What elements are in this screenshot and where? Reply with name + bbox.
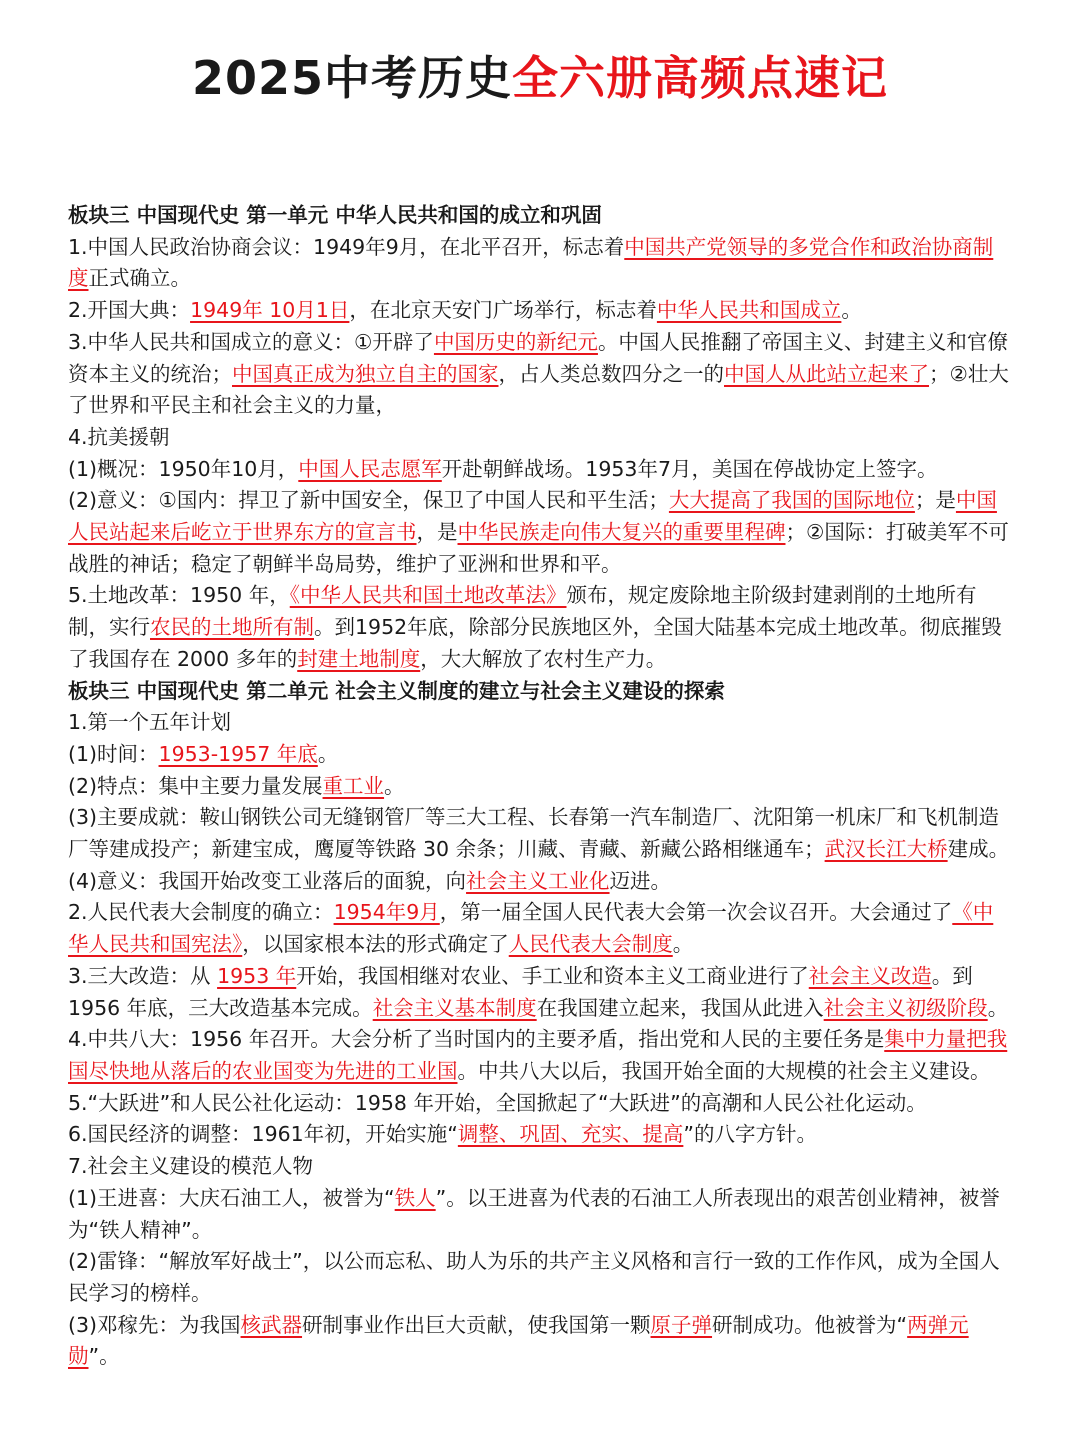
- highlighted-term: 两弹元勋: [68, 1312, 969, 1369]
- text-segment: 4.抗美援朝: [68, 424, 170, 449]
- paragraph: [68, 295, 1012, 327]
- text-segment: 。: [987, 995, 1009, 1020]
- text-segment: 3.三大改造：从: [68, 963, 218, 988]
- text-segment: ”。: [88, 1344, 120, 1369]
- text-segment: 。中国人民推翻了帝国主义、封建主义和官僚资本主义的统治；: [68, 329, 1008, 386]
- paragraph: [68, 1310, 1012, 1373]
- paragraph: [68, 771, 1012, 803]
- paragraph: [68, 327, 1012, 422]
- text-segment: 7.社会主义建设的模范人物: [68, 1154, 314, 1179]
- highlighted-term: 集中力量把我国尽快地从落后的农业国变为先进的工业国: [68, 1027, 1008, 1083]
- title-black: 2025中考历史: [191, 51, 513, 105]
- highlighted-term: 社会主义工业化: [466, 868, 610, 893]
- text-segment: ，第一届全国人民代表大会第一次会议召开。大会通过了: [439, 900, 953, 925]
- text-segment: 。: [672, 932, 694, 957]
- text-segment: 1.中国人民政治协商会议：1949年9月，在北平召开，标志着: [68, 234, 625, 259]
- text-segment: (1)时间：: [68, 741, 159, 766]
- paragraph: [68, 1119, 1012, 1151]
- highlighted-term: 社会主义初级阶段: [823, 995, 988, 1020]
- paragraph: [68, 580, 1012, 675]
- text-segment: 。中共八大以后，我国开始全面的大规模的社会主义建设。: [457, 1058, 991, 1083]
- text-segment: 颁布，规定废除地主阶级封建剥削的土地所有制，实行: [68, 583, 977, 640]
- highlighted-term: 大大提高了我国的国际地位: [668, 488, 915, 513]
- text-segment: 4.中共八大：1956 年召开。大会分析了当时国内的主要矛盾，指出党和人民的主要任务是: [68, 1027, 885, 1052]
- text-segment: ，占人类总数四分之一的: [498, 361, 724, 386]
- text-segment: (1)王进喜：大庆石油工人，被誉为“: [68, 1185, 395, 1210]
- text-segment: (1)概况：1950年10月，: [68, 456, 299, 481]
- document-body: [68, 200, 1012, 1373]
- text-segment: ；②国际：打破美军不可战胜的神话；稳定了朝鲜半岛局势，维护了亚洲和世界和平。: [68, 520, 1009, 576]
- highlighted-term: 武汉长江大桥: [824, 837, 948, 862]
- highlighted-term: 中国共产党领导的多党合作和政治协商制度: [68, 234, 994, 291]
- paragraph: [68, 961, 1012, 1024]
- paragraph: [68, 1024, 1012, 1087]
- highlighted-term: 中国人民站起来后屹立于世界东方的宣言书: [68, 488, 997, 545]
- paragraph: [68, 422, 1012, 454]
- text-segment: 开赴朝鲜战场。1953年7月，美国在停战协定上签字。: [441, 456, 938, 481]
- paragraph: [68, 707, 1012, 739]
- highlighted-term: 中国真正成为独立自主的国家: [232, 361, 499, 386]
- text-segment: ”。以王进喜为代表的石油工人所表现出的艰苦创业精神，被誉为“铁人精神”。: [68, 1185, 1000, 1242]
- paragraph: [68, 1088, 1012, 1120]
- text-segment: 2.人民代表大会制度的确立：: [68, 900, 334, 925]
- text-segment: ，在北京天安门广场举行，标志着: [349, 298, 657, 323]
- text-segment: ，大大解放了农村生产力。: [420, 646, 667, 671]
- text-segment: ”的八字方针。: [683, 1122, 817, 1147]
- text-segment: (3)主要成就：鞍山钢铁公司无缝钢管厂等三大工程、长春第一汽车制造厂、沈阳第一机床厂和飞机制造厂等建成投产；新建宝成，鹰厦等铁路 30 余条；川藏、青藏、新藏公路相继通车；: [68, 805, 1000, 862]
- highlighted-term: 人民代表大会制度: [508, 932, 673, 957]
- paragraph: [68, 897, 1012, 960]
- text-segment: 。到1952年底，除部分民族地区外，全国大陆基本完成土地改革。彻底摧毁了我国存在 2000 多年的: [68, 615, 1002, 671]
- highlighted-term: 社会主义基本制度: [372, 995, 537, 1020]
- text-segment: (2)雷锋：“解放军好战士”，以公而忘私、助人为乐的共产主义风格和言行一致的工作作风，成为全国人民学习的榜样。: [68, 1249, 1000, 1305]
- paragraph: [68, 866, 1012, 898]
- text-segment: 5.土地改革：1950 年，: [68, 583, 290, 608]
- text-segment: 研制成功。他被誉为“: [712, 1312, 908, 1337]
- page-title: [28, 0, 1052, 150]
- paragraph: [68, 232, 1012, 295]
- highlighted-term: 1953 年: [217, 963, 297, 988]
- title-red: 全六册高频点速记: [512, 51, 889, 105]
- highlighted-term: 1949年 10月1日: [190, 298, 350, 323]
- highlighted-term: 中华民族走向伟大复兴的重要里程碑: [457, 520, 786, 545]
- highlighted-term: 铁人: [394, 1185, 436, 1210]
- paragraph: [68, 739, 1012, 771]
- text-segment: ，以国家根本法的形式确定了: [242, 932, 509, 957]
- text-segment: ；是: [914, 488, 956, 513]
- highlighted-term: 社会主义改造: [808, 963, 932, 988]
- text-segment: 。到 1956 年底，三大改造基本完成。: [68, 963, 973, 1020]
- highlighted-term: 中国人民志愿军: [298, 456, 442, 481]
- highlighted-term: 调整、巩固、充实、提高: [457, 1122, 684, 1147]
- text-segment: 3.中华人民共和国成立的意义：①开辟了: [68, 329, 434, 354]
- text-segment: 。: [841, 298, 862, 323]
- text-segment: (4)意义：我国开始改变工业落后的面貌，向: [68, 868, 467, 893]
- paragraph: [68, 802, 1012, 865]
- text-segment: (3)邓稼先：为我国: [68, 1312, 241, 1337]
- highlighted-term: 农民的土地所有制: [150, 615, 314, 640]
- text-segment: 板块三 中国现代史 第一单元 中华人民共和国的成立和巩固: [68, 203, 602, 227]
- text-segment: 板块三 中国现代史 第二单元 社会主义制度的建立与社会主义建设的探索: [68, 678, 725, 703]
- text-segment: 正式确立。: [88, 266, 191, 291]
- highlighted-term: 《中华人民共和国土地改革法》: [289, 583, 567, 608]
- text-segment: (2)特点：集中主要力量发展: [68, 773, 323, 798]
- text-segment: 研制事业作出巨大贡献，使我国第一颗: [302, 1312, 651, 1337]
- text-segment: 迈进。: [609, 868, 672, 893]
- text-segment: 。: [317, 741, 339, 766]
- text-segment: 1.第一个五年计划: [68, 710, 232, 735]
- paragraph: [68, 485, 1012, 580]
- highlighted-term: 核武器: [240, 1312, 303, 1337]
- text-segment: ；②壮大了世界和平民主和社会主义的力量，: [68, 361, 1009, 418]
- paragraph: [68, 1183, 1012, 1246]
- highlighted-term: 重工业: [322, 773, 385, 798]
- text-segment: 开始，我国相继对农业、手工业和资本主义工商业进行了: [296, 963, 809, 988]
- text-segment: 建成。: [947, 837, 1010, 862]
- paragraph: [68, 1246, 1012, 1309]
- section-heading: [68, 676, 1012, 708]
- text-segment: 。: [384, 773, 405, 798]
- highlighted-term: 1954年9月: [333, 900, 440, 925]
- text-segment: 6.国民经济的调整：1961年初，开始实施“: [68, 1122, 458, 1147]
- section-heading: [68, 200, 1012, 232]
- paragraph: [68, 1151, 1012, 1183]
- highlighted-term: 中国历史的新纪元: [433, 329, 598, 354]
- text-segment: 2.开国大典：: [68, 298, 191, 323]
- highlighted-term: 1953-1957 年底: [158, 741, 318, 766]
- text-segment: (2)意义：①国内：捍卫了新中国安全，保卫了中国人民和平生活；: [68, 488, 669, 513]
- highlighted-term: 封建土地制度: [297, 646, 421, 671]
- highlighted-term: 中华人民共和国成立: [656, 298, 842, 323]
- highlighted-term: 中国人从此站立起来了: [724, 361, 929, 386]
- paragraph: [68, 454, 1012, 486]
- text-segment: ，是: [416, 520, 458, 545]
- text-segment: 5.“大跃进”和人民公社化运动：1958 年开始，全国掀起了“大跃进”的高潮和人民公社化运动。: [68, 1090, 927, 1115]
- highlighted-term: 原子弹: [650, 1312, 713, 1337]
- text-segment: 在我国建立起来，我国从此进入: [536, 995, 824, 1020]
- highlighted-term: 《中华人民共和国宪法》: [68, 900, 994, 957]
